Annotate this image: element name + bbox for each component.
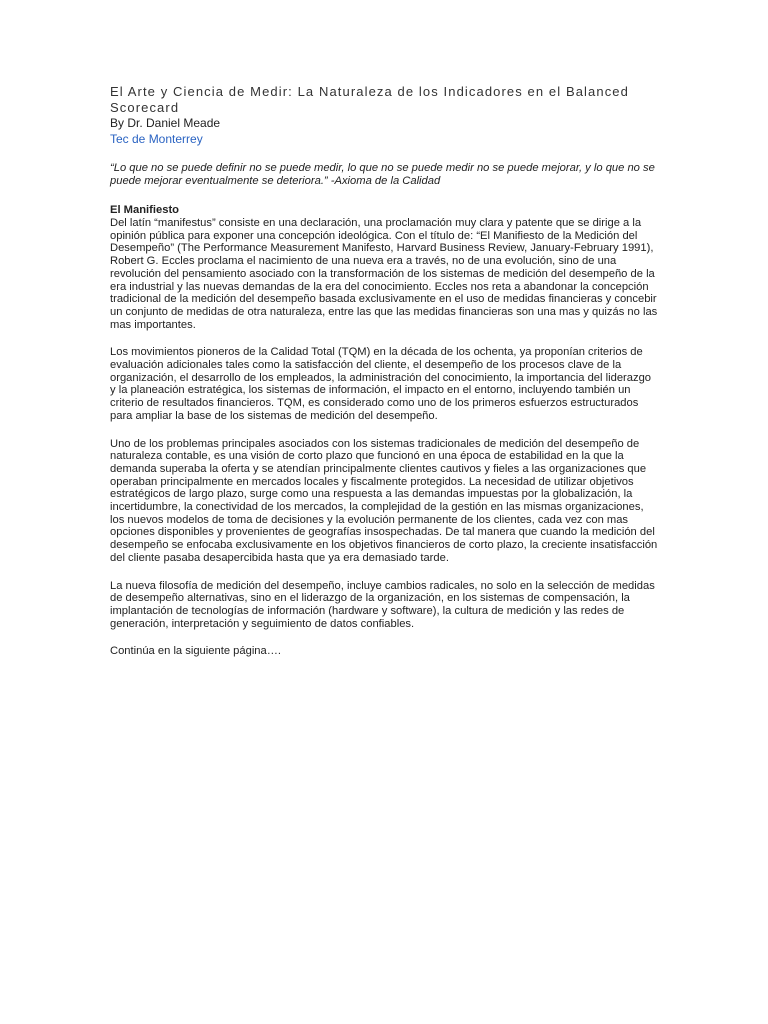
body-paragraph: Los movimientos pioneros de la Calidad Total (TQM) en la década de los ochenta, ya proponían criterios de evaluación adicionales tales como la satisfacción del cliente, el desempeño de los procesos clave de la organización, el desarrollo de los empleados, la administración del conocimiento, la importancia del liderazgo y la planeación estratégica, los sistemas de información, el impacto en el entorno, incluyendo también un criterio de resultados financieros. TQM, es considerado como uno de los primeros esfuerzos estructurados para ampliar la base de los sistemas de medición del desempeño.: [110, 346, 652, 422]
epigraph-quote: “Lo que no se puede definir no se puede medir, lo que no se puede medir no se puede mejorar, y lo que no se puede mejorar eventualmente se deteriora.” -Axioma de la Calidad: [110, 162, 655, 187]
article-byline: By Dr. Daniel Meade: [110, 116, 221, 130]
article-title: El Arte y Ciencia de Medir: La Naturaleza de los Indicadores en el Balanced Scorecard: [110, 84, 629, 115]
continuation-note: Continúa en la siguiente página….: [110, 645, 282, 658]
body-paragraph: Uno de los problemas principales asociados con los sistemas tradicionales de medición del desempeño de naturaleza contable, es una visión de corto plazo que funcionó en una época de estabilidad en la que la demanda superaba la oferta y se atendían principalmente clientes cautivos y fieles a las organizaciones que operaban principalmente en mercados locales y fiscalmente protegidos. La necesidad de utilizar objetivos estratégicos de largo plazo, surge como una respuesta a las demandas impuestas por la globalización, la incertidumbre, la conectividad de los mercados, la complejidad de la gestión en las mismas organizaciones, los nuevos modelos de toma de decisiones y la evolución permanente de los clientes, cada vez con mas opciones disponibles y provenientes de geografías insospechadas. De tal manera que cuando la medición del desempeño se enfocaba exclusivamente en los objetivos financieros de corto plazo, la creciente insatisfacción del cliente pasaba desapercibida hasta que ya era demasiado tarde.: [110, 437, 658, 564]
body-paragraph: La nueva filosofía de medición del desempeño, incluye cambios radicales, no solo en la selección de medidas de desempeño alternativas, sino en el liderazgo de la organización, en los sistemas de compensación, la implantación de tecnologías de información (hardware y software), la cultura de medición y las redes de generación, interpretación y seguimiento de datos confiables.: [110, 579, 655, 630]
body-paragraph: Del latín “manifestus” consiste en una declaración, una proclamación muy clara y patente que se dirige a la opinión pública para exponer una concepción ideológica. Con el título de: “El Manifiesto de la Medición del Desempeño” (The Performance Measurement Manifesto, Harvard Business Review, January-February 1991), Robert G. Eccles proclama el nacimiento de una nueva era a través, no de una evolución, sino de una revolución del pensamiento asociado con la transformación de los sistemas de medición del desempeño de la era industrial y las nuevas demandas de la era del conocimiento. Eccles nos reta a abandonar la concepción tradicional de la medición del desempeño basada exclusivamente en el uso de medidas financieras y concebir un conjunto de medidas de otra naturaleza, entre las que las medidas financieras son una mas y quizás no las mas importantes.: [110, 217, 658, 331]
section-heading: El Manifiesto: [110, 204, 179, 216]
document-page: [110, 84, 658, 658]
institution-link[interactable]: Tec de Monterrey: [110, 132, 203, 146]
